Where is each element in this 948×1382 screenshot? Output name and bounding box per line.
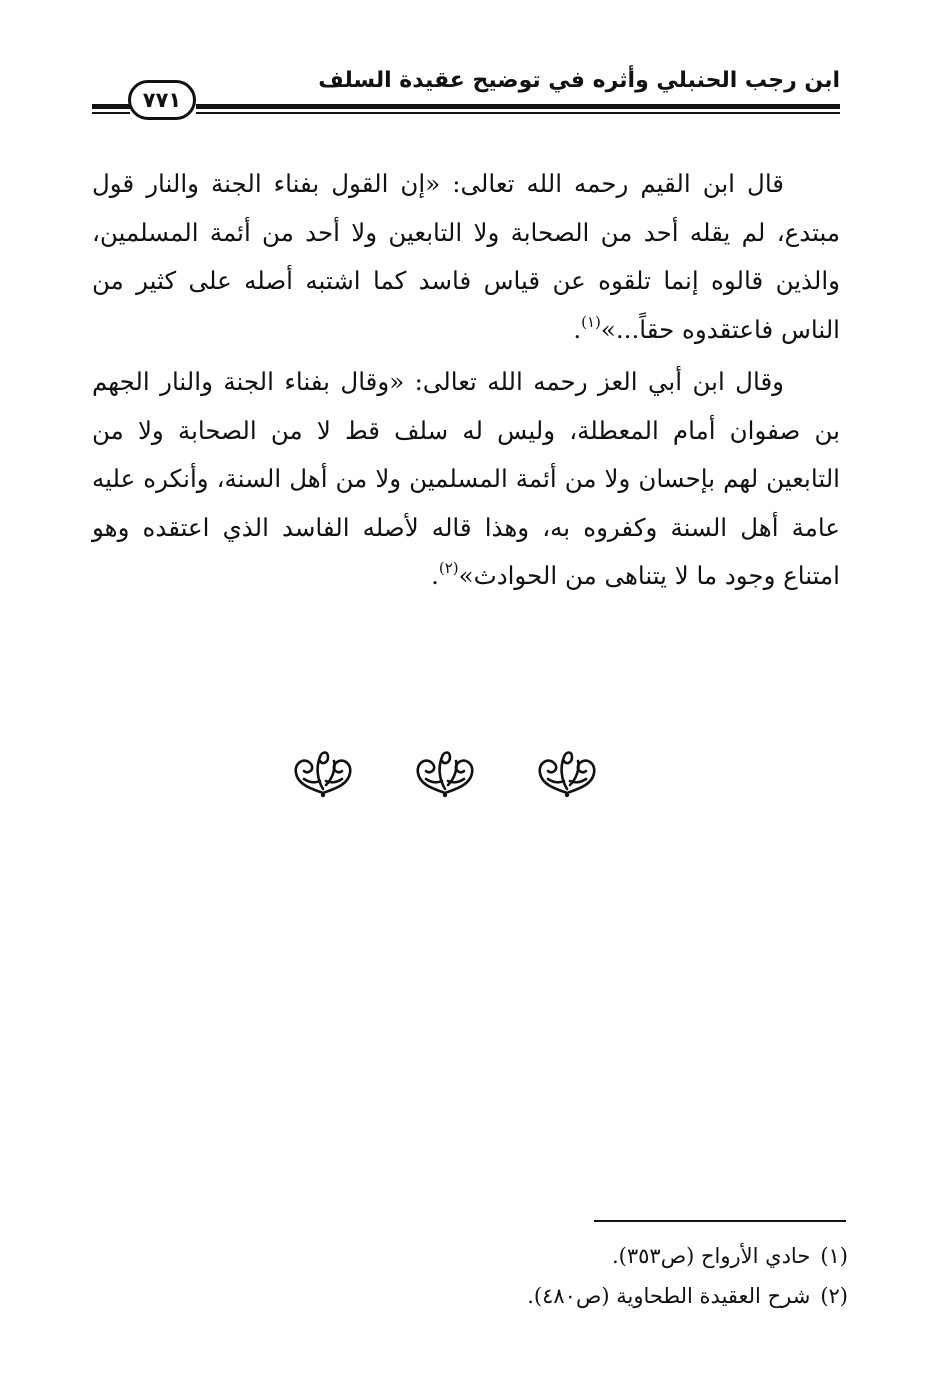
footnote-separator: [594, 1220, 846, 1222]
footnotes: [428, 1236, 848, 1316]
paragraph-end: .: [431, 561, 439, 590]
paragraph: [92, 160, 840, 354]
body-text: [92, 160, 840, 605]
header-rule-left-thick: [92, 104, 130, 109]
footnote-reference: (١): [581, 312, 601, 331]
header-rule-thick: [196, 104, 840, 109]
paragraph-end: .: [573, 314, 582, 344]
running-title: ابن رجب الحنبلي وأثره في توضيح عقيدة السلف: [318, 68, 840, 93]
paragraph-text: قال ابن القيم رحمه الله تعالى: «إن القول بفناء الجنة والنار قول مبتدع، لم يقله أحد من الصحابة ولا التابعين ولا أحد من أئمة المسلمين، والذين قالوه إنما تلقوه عن قياس فاسد كما اشتبه أصله على كثير من الناس فاعتقدوه حقاً...»: [92, 169, 840, 344]
header-rule-left-thin: [92, 112, 130, 114]
floral-ornament-icon: [290, 745, 356, 799]
floral-ornament-icon: [412, 745, 478, 799]
header-rule-thin: [196, 112, 840, 114]
footnote-text: حادي الأرواح (ص٣٥٣).: [612, 1244, 811, 1268]
footnote-text: شرح العقيدة الطحاوية (ص٤٨٠).: [527, 1284, 811, 1308]
page-number-badge: [128, 80, 196, 120]
paragraph: [92, 358, 840, 601]
footnote-mark: (٢): [820, 1284, 848, 1308]
floral-ornament-icon: [534, 745, 600, 799]
footnote-mark: (١): [820, 1244, 848, 1268]
page-number: ٧٧١: [142, 88, 182, 112]
paragraph-text: وقال ابن أبي العز رحمه الله تعالى: «وقال بفناء الجنة والنار الجهم بن صفوان أمام المعطلة، وليس له سلف قط لا من الصحابة ولا من التابعين لهم بإحسان ولا من أئمة المسلمين ولا من أهل السنة، وأنكره عليه عامة أهل السنة وكفروه به، وهذا قاله لأصله الفاسد الذي اعتقده وهو امتناع وجود ما لا يتناهى من الحوادث»: [92, 367, 840, 590]
footnote: [428, 1236, 848, 1276]
footnote: [428, 1276, 848, 1316]
footnote-reference: (٢): [438, 559, 459, 577]
section-divider-ornaments: [290, 744, 600, 800]
